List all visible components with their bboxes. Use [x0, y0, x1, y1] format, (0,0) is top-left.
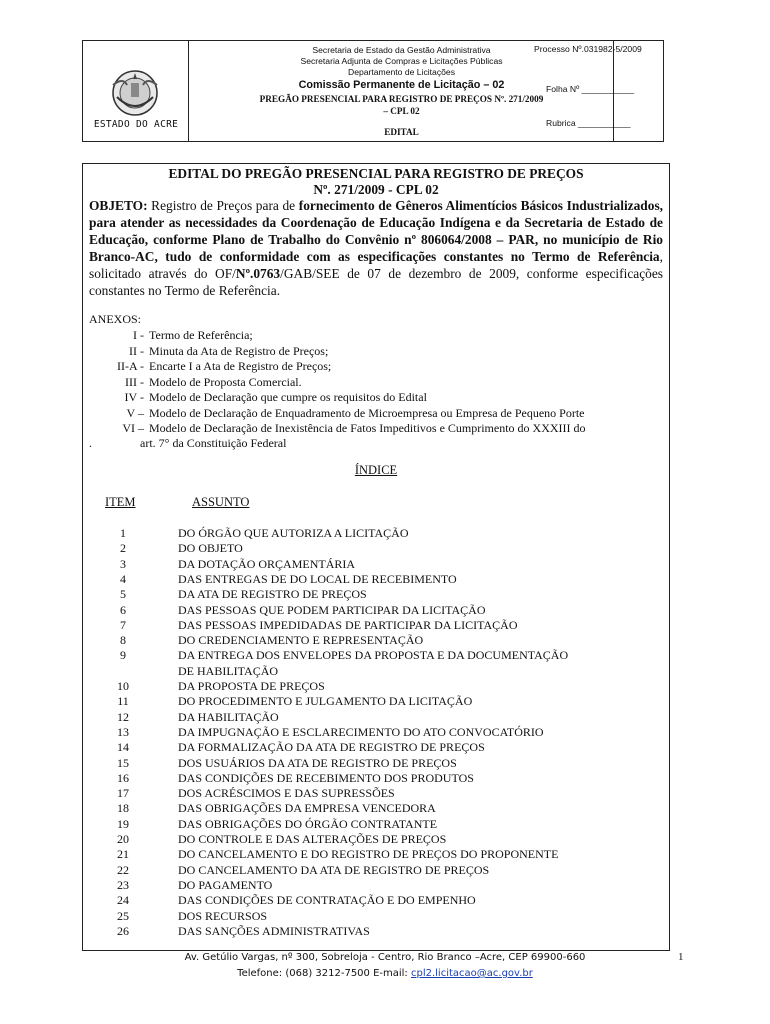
indice-item-subject: DA IMPUGNAÇÃO E ESCLARECIMENTO DO ATO CONVOCATÓRIO — [178, 724, 544, 739]
anexo-item: Modelo de Declaração que cumpre os requisitos do Edital — [149, 390, 427, 404]
indice-item-subject: DA DOTAÇÃO ORÇAMENTÁRIA — [178, 556, 356, 571]
estado-label: ESTADO DO ACRE — [93, 119, 179, 130]
anexo-item: Minuta da Ata de Registro de Preços; — [149, 343, 329, 358]
anexo-number: VI – — [122, 421, 144, 435]
header-line-7: EDITAL — [384, 127, 419, 137]
indice-item-number: 9 — [120, 648, 126, 663]
header-line-5: PREGÃO PRESENCIAL PARA REGISTRO DE PREÇOS Nº. 271/2009 — [259, 94, 544, 104]
footer-phone: Telefone: (068) 3212-7500 E-mail: — [237, 968, 411, 979]
objeto-paragraph — [89, 197, 663, 299]
indice-item-subject: DA HABILITAÇÃO — [178, 709, 279, 724]
footer-email-link[interactable]: cpl2.licitacao@ac.gov.br — [410, 968, 533, 979]
indice-item-number: 5 — [120, 587, 126, 602]
processo-number: Processo Nº.031982-5/2009 — [534, 44, 642, 54]
indice-item-number: 25 — [117, 908, 129, 923]
objeto-text-3: /GAB/SEE de 07 de dezembro de 2009, conforme especificações constantes no Termo de Referência. — [89, 266, 663, 298]
doc-subtitle: Nº. 271/2009 - CPL 02 — [313, 182, 439, 197]
indice-item-number: 8 — [120, 633, 126, 648]
header-logo-cell — [83, 41, 189, 141]
page-number: 1 — [678, 951, 684, 963]
indice-item-subject: DAS OBRIGAÇÕES DO ÓRGÃO CONTRATANTE — [178, 816, 438, 831]
col-assunto-header: ASSUNTO — [192, 495, 250, 509]
header-line-4: Comissão Permanente de Licitação – 02 — [298, 79, 505, 91]
indice-item-subject: DE HABILITAÇÃO — [178, 663, 279, 678]
indice-item-number: 15 — [117, 755, 129, 770]
doc-title: EDITAL DO PREGÃO PRESENCIAL PARA REGISTRO DE PREÇOS — [168, 166, 584, 181]
indice-item-number: 20 — [117, 832, 129, 846]
indice-item-subject: DO CANCELAMENTO E DO REGISTRO DE PREÇOS DO PROPONENTE — [178, 847, 559, 862]
footer-contact — [0, 968, 770, 979]
indice-item-number: 13 — [117, 724, 129, 739]
anexo-number: V – — [126, 405, 144, 420]
indice-item-number: 23 — [117, 877, 129, 892]
indice-item-subject: DAS PESSOAS IMPEDIDADAS DE PARTICIPAR DA LICITAÇÃO — [178, 617, 518, 632]
indice-item-subject: DAS CONDIÇÕES DE CONTRATAÇÃO E DO EMPENHO — [178, 893, 476, 908]
indice-item-number: 1 — [120, 526, 126, 540]
anexo-number: II-A - — [117, 359, 144, 373]
indice-title: ÍNDICE — [354, 463, 398, 477]
objeto-label: OBJETO: — [89, 198, 148, 213]
indice-item-number: 3 — [120, 556, 126, 571]
rubrica-field: Rubrica ___________ — [546, 118, 631, 128]
anexo-number: II - — [129, 343, 144, 358]
indice-item-subject: DOS USUÁRIOS DA ATA DE REGISTRO DE PREÇOS — [178, 755, 457, 770]
indice-item-subject: DOS ACRÉSCIMOS E DAS SUPRESSÕES — [178, 786, 395, 801]
indice-item-number: 24 — [117, 893, 129, 908]
objeto-text-1: Registro de Preços para de — [147, 198, 299, 213]
anexo-item: Termo de Referência; — [149, 328, 253, 342]
header-line-3: Departamento de Licitações — [347, 67, 455, 77]
indice-item-subject: DO CONTROLE E DAS ALTERAÇÕES DE PREÇOS — [178, 832, 447, 846]
anexo-continuation: art. 7° da Constituição Federal — [140, 436, 287, 450]
anexos-label: ANEXOS: — [89, 312, 142, 326]
indice-item-subject: DO PROCEDIMENTO E JULGAMENTO DA LICITAÇÃO — [178, 694, 473, 709]
indice-item-number: 16 — [117, 770, 129, 785]
anexo-number: III - — [125, 374, 144, 389]
folha-field: Folha Nº ___________ — [546, 84, 635, 94]
indice-item-subject: DA PROPOSTA DE PREÇOS — [178, 679, 325, 693]
indice-item-number: 17 — [117, 786, 129, 801]
objeto-bold-2: Nº.0763 — [235, 266, 281, 281]
indice-item-number: 19 — [117, 816, 129, 831]
indice-item-subject: DA FORMALIZAÇÃO DA ATA DE REGISTRO DE PREÇOS — [178, 740, 485, 755]
anexo-number: IV - — [124, 390, 144, 404]
state-seal-icon — [103, 63, 167, 127]
footer-address: Av. Getúlio Vargas, nº 300, Sobreloja - Centro, Rio Branco –Acre, CEP 69900-660 — [184, 952, 586, 963]
indice-item-subject: DOS RECURSOS — [178, 908, 268, 923]
indice-item-subject: DA ATA DE REGISTRO DE PREÇOS — [178, 587, 367, 602]
objeto-text-2: , solicitado através do OF/ — [89, 249, 663, 281]
indice-item-number: 6 — [120, 602, 126, 617]
indice-item-subject: DAS CONDIÇÕES DE RECEBIMENTO DOS PRODUTOS — [178, 770, 474, 785]
indice-item-subject: DAS ENTREGAS DE DO LOCAL DE RECEBIMENTO — [178, 571, 457, 586]
indice-item-subject: DAS SANÇÕES ADMINISTRATIVAS — [178, 923, 370, 938]
header-line-2: Secretaria Adjunta de Compras e Licitações Públicas — [300, 56, 503, 66]
indice-item-number: 12 — [117, 709, 129, 724]
indice-item-subject: DAS PESSOAS QUE PODEM PARTICIPAR DA LICITAÇÃO — [178, 602, 486, 617]
header-line-1: Secretaria de Estado da Gestão Administrativa — [312, 45, 491, 55]
objeto-bold-1: fornecimento de Gêneros Alimentícios Básicos Industrializados, para atender as necessidades da Coordenação de Educação Indígena e da Secretaria de Estado de Educação, conforme Plano de Trabalho do Convênio nº 806064/2008 – PAR, no município de Rio Branco-AC, tudo de conformidade com as especificações constantes no Termo de Referência — [89, 198, 664, 264]
col-item-header: ITEM — [105, 495, 136, 509]
indice-item-number: 2 — [120, 541, 126, 556]
indice-item-number: 21 — [117, 847, 129, 862]
anexo-item: Modelo de Declaração de Enquadramento de Microempresa ou Empresa de Pequeno Porte — [149, 405, 585, 420]
indice-item-number: 22 — [117, 862, 129, 877]
indice-item-subject: DO OBJETO — [178, 541, 243, 556]
header-line-6: – CPL 02 — [383, 106, 420, 116]
indice-item-subject: DA ENTREGA DOS ENVELOPES DA PROPOSTA E DA DOCUMENTAÇÃO — [178, 648, 569, 663]
anexo-item: Modelo de Proposta Comercial. — [149, 374, 302, 389]
indice-item-subject: DO ÓRGÃO QUE AUTORIZA A LICITAÇÃO — [178, 526, 409, 540]
indice-item-number: 14 — [117, 740, 129, 755]
anexo-item: Modelo de Declaração de Inexistência de Fatos Impeditivos e Cumprimento do XXXIII do — [149, 421, 586, 435]
anexo-number: I - — [133, 328, 144, 342]
indice-item-subject: DO PAGAMENTO — [178, 877, 273, 892]
document-body — [82, 163, 670, 951]
indice-item-number: 10 — [117, 679, 129, 693]
indice-item-number: 26 — [117, 923, 129, 938]
indice-item-number: 18 — [117, 801, 129, 816]
indice-item-number: 7 — [120, 617, 126, 632]
anexo-item: Encarte I a Ata de Registro de Preços; — [149, 359, 332, 373]
indice-item-subject: DO CREDENCIAMENTO E REPRESENTAÇÃO — [178, 633, 424, 648]
indice-item-subject: DO CANCELAMENTO DA ATA DE REGISTRO DE PREÇOS — [178, 862, 490, 877]
stray-dot: . — [89, 436, 92, 450]
indice-item-number: 11 — [117, 694, 129, 709]
indice-item-subject: DAS OBRIGAÇÕES DA EMPRESA VENCEDORA — [178, 801, 436, 816]
indice-item-number: 4 — [120, 571, 126, 586]
